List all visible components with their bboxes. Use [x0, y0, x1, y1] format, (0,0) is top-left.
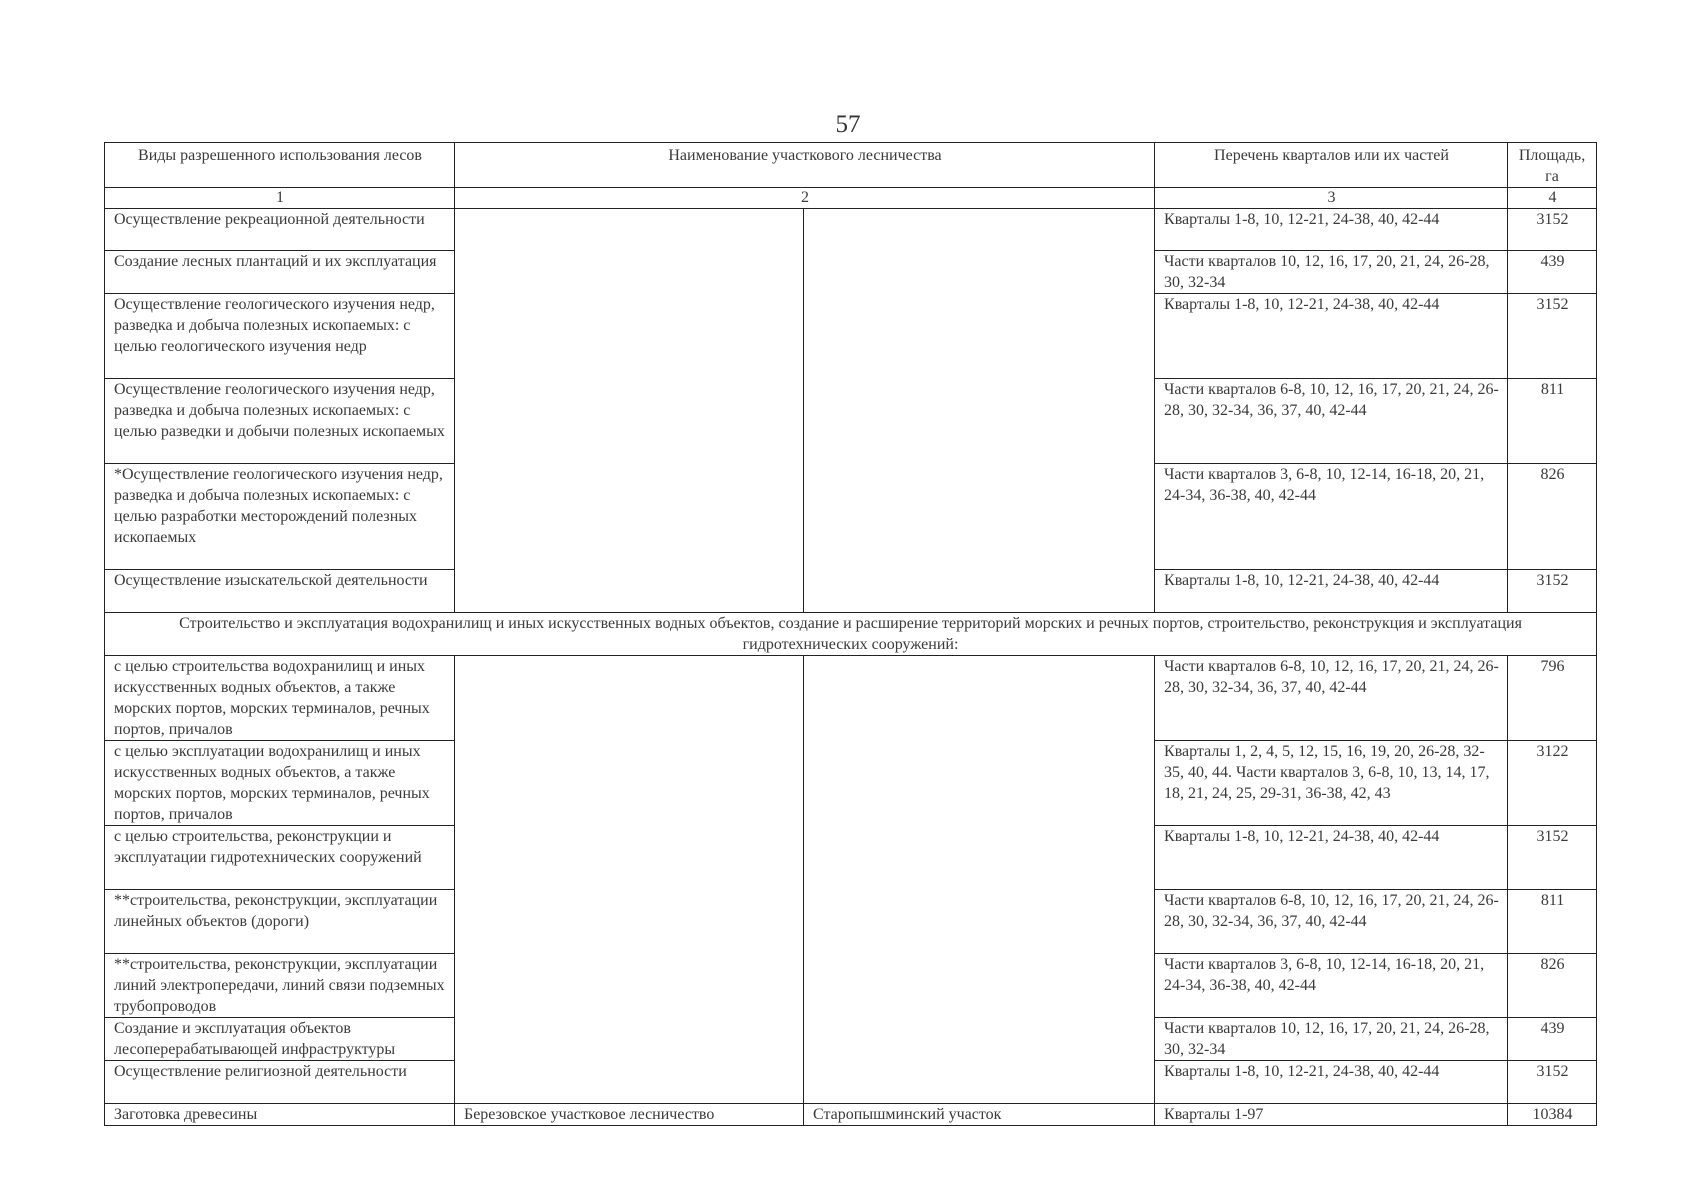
header-row — [105, 143, 1597, 188]
forestry-cell-empty — [455, 209, 804, 613]
section-heading: Строительство и эксплуатация водохранилищ и иных искусственных водных объектов, создание и расширение территорий морских и речных портов, строительство, реконструкция и эксплуатация гидротехнических сооружений: — [105, 613, 1597, 656]
use-type-cell: Заготовка древесины — [105, 1104, 455, 1126]
header-area: Площадь, га — [1508, 143, 1597, 188]
use-type-cell: с целью строительства водохранилищ и иных искусственных водных объектов, а также морских портов, морских терминалов, речных портов, причалов — [105, 656, 455, 741]
column-number: 4 — [1508, 188, 1597, 209]
area-cell: 3152 — [1508, 294, 1597, 379]
section-heading-row — [105, 613, 1597, 656]
area-cell: 439 — [1508, 251, 1597, 294]
quarters-cell: Кварталы 1-8, 10, 12-21, 24-38, 40, 42-44 — [1155, 826, 1508, 890]
quarters-cell: Кварталы 1-97 — [1155, 1104, 1508, 1126]
section-cell-empty — [804, 209, 1155, 613]
area-cell: 811 — [1508, 890, 1597, 954]
quarters-cell: Части кварталов 10, 12, 16, 17, 20, 21, 24, 26-28, 30, 32-34 — [1155, 1018, 1508, 1061]
area-cell: 826 — [1508, 464, 1597, 570]
quarters-cell: Части кварталов 6-8, 10, 12, 16, 17, 20, 21, 24, 26-28, 30, 32-34, 36, 37, 40, 42-44 — [1155, 379, 1508, 464]
page-number: 57 — [835, 111, 861, 138]
table-row — [105, 656, 1597, 741]
forest-use-table — [104, 142, 1597, 1126]
use-type-cell: с целью строительства, реконструкции и эксплуатации гидротехнических сооружений — [105, 826, 455, 890]
section-cell-empty — [804, 656, 1155, 1104]
area-cell: 3152 — [1508, 1061, 1597, 1104]
section-name-cell: Старопышминский участок — [804, 1104, 1155, 1126]
table-row — [105, 209, 1597, 251]
quarters-cell: Кварталы 1-8, 10, 12-21, 24-38, 40, 42-44 — [1155, 1061, 1508, 1104]
header-forestry-name: Наименование участкового лесничества — [455, 143, 1155, 188]
area-cell: 10384 — [1508, 1104, 1597, 1126]
area-cell: 3152 — [1508, 209, 1597, 251]
quarters-cell: Кварталы 1-8, 10, 12-21, 24-38, 40, 42-44 — [1155, 570, 1508, 613]
column-number: 1 — [105, 188, 455, 209]
forestry-cell-empty — [455, 656, 804, 1104]
column-number-row — [105, 188, 1597, 209]
header-use-types: Виды разрешенного использования лесов — [105, 143, 455, 188]
use-type-cell: с целью эксплуатации водохранилищ и иных искусственных водных объектов, а также морских портов, морских терминалов, речных портов, причалов — [105, 741, 455, 826]
area-cell: 811 — [1508, 379, 1597, 464]
quarters-cell: Кварталы 1-8, 10, 12-21, 24-38, 40, 42-44 — [1155, 209, 1508, 251]
use-type-cell: Осуществление рекреационной деятельности — [105, 209, 455, 251]
table-row-last — [105, 1104, 1597, 1126]
use-type-cell: *Осуществление геологического изучения недр, разведка и добыча полезных ископаемых: с целью разработки месторождений полезных ископаемых — [105, 464, 455, 570]
use-type-cell: **строительства, реконструкции, эксплуатации линейных объектов (дороги) — [105, 890, 455, 954]
area-cell: 3152 — [1508, 826, 1597, 890]
quarters-cell: Части кварталов 6-8, 10, 12, 16, 17, 20, 21, 24, 26-28, 30, 32-34, 36, 37, 40, 42-44 — [1155, 656, 1508, 741]
area-cell: 3122 — [1508, 741, 1597, 826]
header-quarters-list: Перечень кварталов или их частей — [1155, 143, 1508, 188]
use-type-cell: Осуществление религиозной деятельности — [105, 1061, 455, 1104]
use-type-cell: Осуществление геологического изучения недр, разведка и добыча полезных ископаемых: с целью разведки и добычи полезных ископаемых — [105, 379, 455, 464]
use-type-cell: Осуществление изыскательской деятельности — [105, 570, 455, 613]
use-type-cell: Осуществление геологического изучения недр, разведка и добыча полезных ископаемых: с целью геологического изучения недр — [105, 294, 455, 379]
area-cell: 439 — [1508, 1018, 1597, 1061]
quarters-cell: Кварталы 1, 2, 4, 5, 12, 15, 16, 19, 20, 26-28, 32-35, 40, 44. Части кварталов 3, 6-8, 10, 13, 14, 17, 18, 21, 24, 25, 29-31, 36-38, 42, 43 — [1155, 741, 1508, 826]
quarters-cell: Части кварталов 3, 6-8, 10, 12-14, 16-18, 20, 21, 24-34, 36-38, 40, 42-44 — [1155, 954, 1508, 1018]
use-type-cell: Создание и эксплуатация объектов лесоперерабатывающей инфраструктуры — [105, 1018, 455, 1061]
column-number: 3 — [1155, 188, 1508, 209]
quarters-cell: Части кварталов 3, 6-8, 10, 12-14, 16-18, 20, 21, 24-34, 36-38, 40, 42-44 — [1155, 464, 1508, 570]
column-number: 2 — [455, 188, 1155, 209]
area-cell: 826 — [1508, 954, 1597, 1018]
area-cell: 3152 — [1508, 570, 1597, 613]
quarters-cell: Кварталы 1-8, 10, 12-21, 24-38, 40, 42-44 — [1155, 294, 1508, 379]
use-type-cell: Создание лесных плантаций и их эксплуатация — [105, 251, 455, 294]
quarters-cell: Части кварталов 6-8, 10, 12, 16, 17, 20, 21, 24, 26-28, 30, 32-34, 36, 37, 40, 42-44 — [1155, 890, 1508, 954]
use-type-cell: **строительства, реконструкции, эксплуатации линий электропередачи, линий связи подземных трубопроводов — [105, 954, 455, 1018]
area-cell: 796 — [1508, 656, 1597, 741]
quarters-cell: Части кварталов 10, 12, 16, 17, 20, 21, 24, 26-28, 30, 32-34 — [1155, 251, 1508, 294]
forestry-name-cell: Березовское участковое лесничество — [455, 1104, 804, 1126]
